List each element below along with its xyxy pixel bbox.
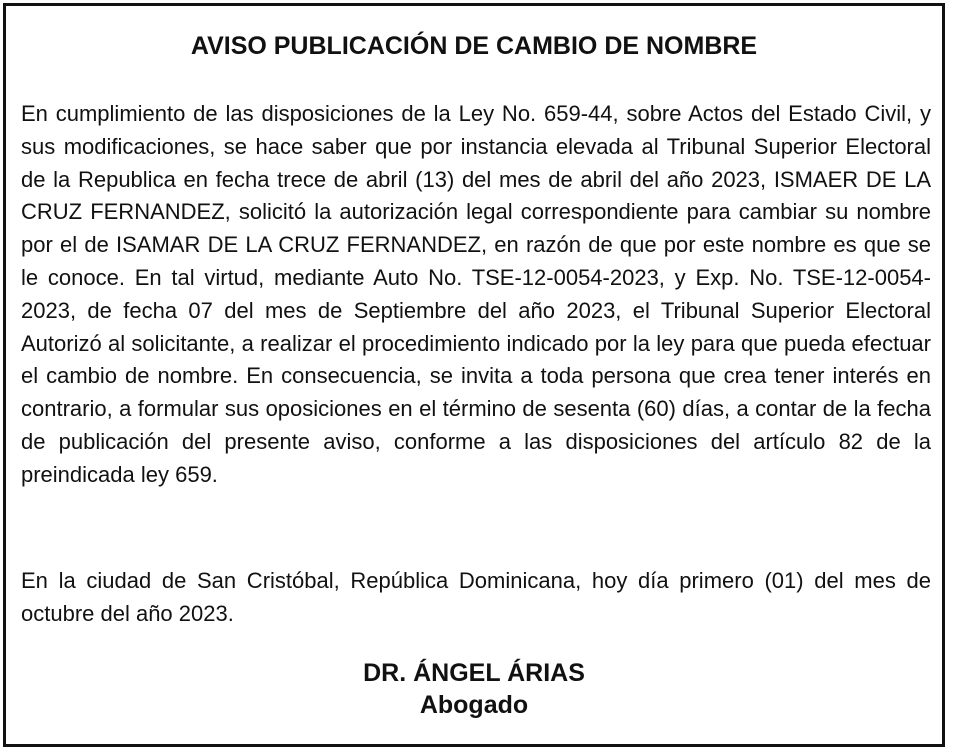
- notice-paragraph-place-date: En la ciudad de San Cristóbal, República Dominicana, hoy día primero (01) del mes de octubre del año 2023.: [21, 568, 931, 626]
- signature-title: Abogado: [419, 691, 529, 719]
- notice-frame: [3, 3, 945, 747]
- notice-paragraph-main: En cumplimiento de las disposiciones de la Ley No. 659-44, sobre Actos del Estado Civil, y sus modificaciones, se hace saber que por instancia elevada al Tribunal Superior Electoral de la Republica en fecha trece de abril (13) del mes de abril del año 2023, ISMAER DE LA CRUZ FERNANDEZ, solicitó la autorización legal correspondiente para cambiar su nombre por el de ISAMAR DE LA CRUZ FERNANDEZ, en razón de que por este nombre es que se le conoce. En tal virtud, mediante Auto No. TSE-12-0054-2023, y Exp. No. TSE-12-0054-2023, de fecha 07 del mes de Septiembre del año 2023, el Tribunal Superior Electoral Autorizó al solicitante, a realizar el procedimiento indicado por la ley para que pueda efectuar el cambio de nombre. En consecuencia, se invita a toda persona que crea tener interés en contrario, a formular sus oposiciones en el término de sesenta (60) días, a contar de la fecha de publicación del presente aviso, conforme a las disposiciones del artículo 82 de la preindicada ley 659.: [21, 101, 931, 487]
- notice-title: AVISO PUBLICACIÓN DE CAMBIO DE NOMBRE: [190, 32, 758, 60]
- signature-name: DR. ÁNGEL ÁRIAS: [363, 659, 585, 687]
